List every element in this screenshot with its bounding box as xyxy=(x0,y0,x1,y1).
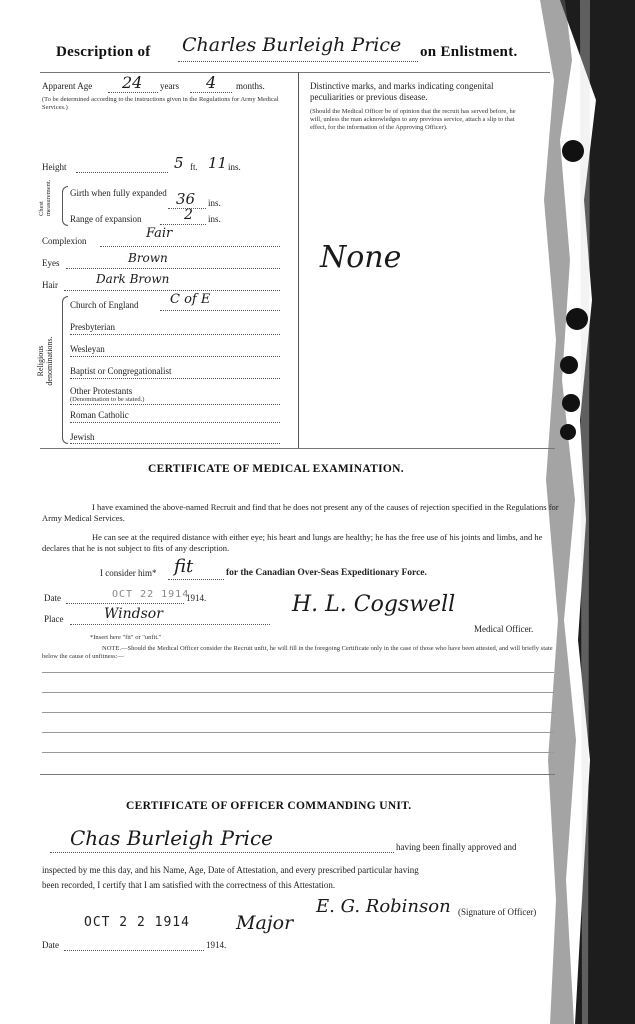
unfit-line xyxy=(42,672,554,673)
range-line xyxy=(160,224,206,225)
punch-hole xyxy=(562,394,580,412)
medical-officer-signature: H. L. Cogswell xyxy=(292,592,456,617)
commanding-date-label: Date xyxy=(42,940,59,950)
place-label: Place xyxy=(44,614,64,624)
religion-line xyxy=(160,310,280,311)
header-recruit-name: Charles Burleigh Price xyxy=(182,34,402,56)
complexion-line xyxy=(100,246,280,247)
medical-officer-label: Medical Officer. xyxy=(474,624,534,634)
girth-value: 36 xyxy=(176,190,196,208)
commanding-line3: been recorded, I certify that I am satisfied with the correctness of this Attestation. xyxy=(42,880,336,890)
years-label: years xyxy=(160,81,179,91)
religion-item: Jewish xyxy=(70,432,95,442)
religion-line xyxy=(70,356,280,357)
girth-label: Girth when fully expanded xyxy=(70,188,167,198)
place-line xyxy=(70,624,270,625)
religion-note: (Denomination to be stated.) xyxy=(70,396,145,403)
consider-rest: for the Canadian Over-Seas Expeditionary Force. xyxy=(226,568,427,578)
medical-para-1: I have examined the above-named Recruit and find that he does not present any of the causes of rejection specified in the Regulations for Army Medical Services. xyxy=(42,502,559,523)
range-label: Range of expansion xyxy=(70,214,142,224)
commanding-name-line xyxy=(50,852,394,853)
ins-label: ins. xyxy=(228,162,241,172)
eyes-label: Eyes xyxy=(42,258,60,268)
religion-line xyxy=(70,334,280,335)
unfit-line xyxy=(42,712,554,713)
signature-label: (Signature of Officer) xyxy=(458,907,537,917)
religion-item: Wesleyan xyxy=(70,344,105,354)
medical-date-line xyxy=(66,603,184,604)
religion-line xyxy=(70,443,280,444)
header-label-after: on Enlistment. xyxy=(420,44,518,60)
girth-unit: ins. xyxy=(208,198,221,208)
punch-hole xyxy=(562,140,584,162)
eyes-value: Brown xyxy=(128,251,168,265)
medical-date-stamp: OCT 22 1914 xyxy=(112,589,190,600)
commanding-line1-rest: having been finally approved and xyxy=(396,842,517,852)
religion-item: Church of England xyxy=(70,300,139,310)
height-label: Height xyxy=(42,162,67,172)
commanding-signature: E. G. Robinson xyxy=(316,896,451,917)
consider-label: I consider him* xyxy=(100,568,157,578)
medical-title: CERTIFICATE OF MEDICAL EXAMINATION. xyxy=(148,463,404,475)
unfit-note: NOTE.—Should the Medical Officer consider the Recruit unfit, he will fill in the foregoing Certificate only in the case of those who have been attested, and will briefly state below the cause of unfitness:— xyxy=(42,645,553,660)
religion-brace xyxy=(62,296,68,444)
frame-top-rule xyxy=(40,72,550,73)
ft-label: ft. xyxy=(190,162,198,172)
age-months-value: 4 xyxy=(206,73,217,92)
hair-line xyxy=(64,290,280,291)
medical-para-2: He can see at the required distance with either eye; his heart and lungs are healthy; he has the free use of his joints and limbs, and he declares that he is not subject to fits of any description. xyxy=(42,532,543,553)
age-note: (To be determined according to the instructions given in the Regulations for Army Medical Services.) xyxy=(42,96,279,111)
chest-label: Chest measurement. xyxy=(38,179,52,216)
marks-note: (Should the Medical Officer be of opinion that the recruit has served before, he will, unless the man acknowledges to any previous service, attach a slip to that effect, for the information of the Approving Officer). xyxy=(310,108,516,131)
age-years-value: 24 xyxy=(122,73,143,92)
hair-label: Hair xyxy=(42,280,58,290)
punch-hole xyxy=(566,308,588,330)
eyes-line xyxy=(66,268,280,269)
medical-year-suffix: 1914. xyxy=(186,593,207,603)
hair-value: Dark Brown xyxy=(96,272,170,286)
commanding-line2: inspected by me this day, and his Name, Age, Date of Attestation, and every prescribed particular having xyxy=(42,865,419,875)
punch-hole xyxy=(560,424,576,440)
section-rule xyxy=(40,448,555,449)
height-ft-value: 5 xyxy=(174,154,184,172)
commanding-date-line xyxy=(64,950,204,951)
consider-line xyxy=(168,579,224,580)
months-label: months. xyxy=(236,81,265,91)
height-leader xyxy=(76,172,168,173)
age-years-line xyxy=(108,92,158,93)
religion-item: Presbyterian xyxy=(70,322,115,332)
consider-value: fit xyxy=(174,556,194,577)
medical-date-label: Date xyxy=(44,593,61,603)
place-value: Windsor xyxy=(104,606,163,622)
insert-note: *Insert here "fit" or "unfit." xyxy=(90,634,162,641)
range-unit: ins. xyxy=(208,214,221,224)
range-value: 2 xyxy=(184,207,193,223)
religion-value: C of E xyxy=(170,292,211,307)
header-name-line xyxy=(178,61,418,62)
marks-value: None xyxy=(320,240,402,275)
commanding-date-stamp: OCT 2 2 1914 xyxy=(84,915,190,930)
complexion-value: Fair xyxy=(146,226,173,241)
unfit-line xyxy=(42,752,554,753)
religion-line xyxy=(70,422,280,423)
unfit-line xyxy=(42,692,554,693)
chest-brace xyxy=(62,186,68,226)
unfit-line xyxy=(42,732,554,733)
religion-item: Other Protestants xyxy=(70,386,133,396)
complexion-label: Complexion xyxy=(42,236,87,246)
punch-hole xyxy=(560,356,578,374)
religion-line xyxy=(70,404,280,405)
religion-item: Baptist or Congregationalist xyxy=(70,366,172,376)
commanding-recruit-name: Chas Burleigh Price xyxy=(70,826,273,850)
apparent-age-label: Apparent Age xyxy=(42,81,93,91)
height-in-value: 11 xyxy=(208,154,228,172)
marks-label: Distinctive marks, and marks indicating congenital peculiarities or previous disease. xyxy=(310,81,494,102)
section-rule xyxy=(40,774,555,775)
frame-divider xyxy=(298,72,299,448)
commanding-year-suffix: 1914. xyxy=(206,940,227,950)
commanding-title: CERTIFICATE OF OFFICER COMMANDING UNIT. xyxy=(126,800,412,812)
age-months-line xyxy=(190,92,232,93)
header-label: Description of xyxy=(56,44,151,60)
commanding-rank: Major xyxy=(236,912,294,934)
religion-item: Roman Catholic xyxy=(70,410,129,420)
religion-line xyxy=(70,378,280,379)
religion-label: Religious denominations. xyxy=(36,336,54,386)
